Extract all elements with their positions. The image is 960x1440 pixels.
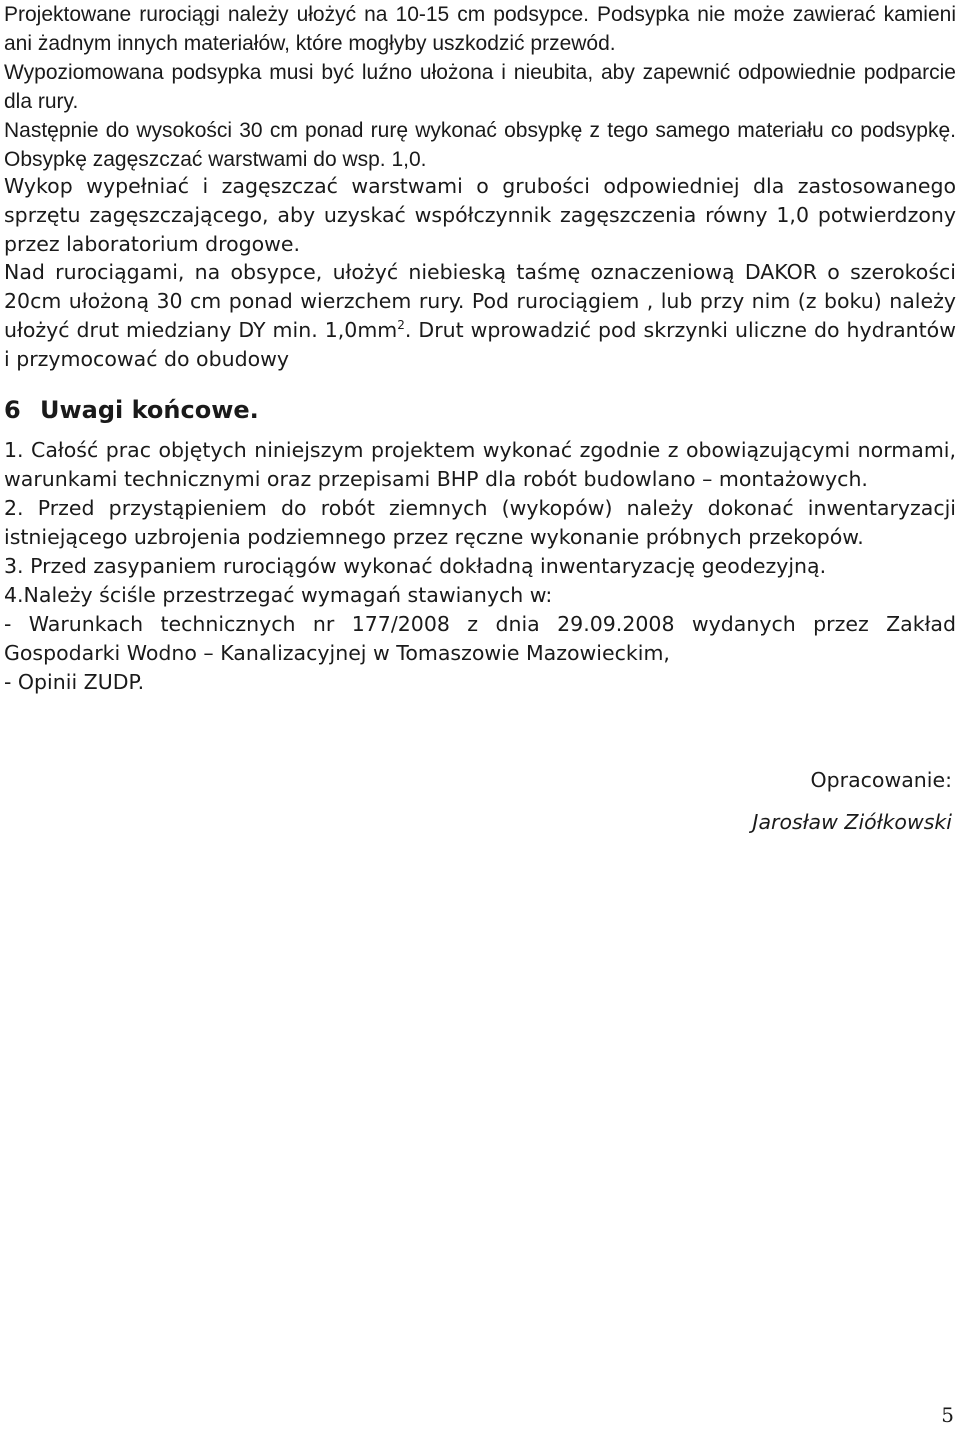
tape-wire-paragraph — [4, 258, 956, 374]
tape-wire-text: Nad rurociągami, na obsypce, ułożyć niebieską taśmę oznaczeniową DAKOR o szerokości 20cm ułożoną 30 cm ponad wierzchem rury. Pod rurociągiem , lub przy nim (z boku) należy ułożyć drut miedziany DY min. 1,0mm — [4, 260, 956, 342]
superscript-2: 2 — [397, 318, 405, 333]
remarks-list — [4, 436, 956, 697]
signature-label: Opracowanie: — [810, 768, 952, 792]
remark-item-3: 3. Przed zasypaniem rurociągów wykonać dokładną inwentaryzację geodezyjną. — [4, 554, 827, 578]
remark-item-2: 2. Przed przystąpieniem do robót ziemnych (wykopów) należy dokonać inwentaryzacji istniejącego uzbrojenia podziemnego przez ręczne wykonanie próbnych przekopów. — [4, 496, 956, 549]
signature-name: Jarosław Ziółkowski — [752, 810, 952, 834]
tape-wire-text-end: . Drut wprowadzić pod skrzynki uliczne do hydrantów i przymocować do obudowy — [4, 318, 956, 371]
intro-block — [4, 0, 956, 174]
remark-item-4: 4.Należy ściśle przestrzegać wymagań stawianych w: — [4, 583, 553, 607]
remark-subitem-1: - Warunkach technicznych nr 177/2008 z dnia 29.09.2008 wydanych przez Zakład Gospodarki Wodno – Kanalizacyjnej w Tomaszowie Mazowieckim, — [4, 612, 956, 665]
wykop-paragraph: Wykop wypełniać i zagęszczać warstwami o grubości odpowiedniej dla zastosowanego sprzętu zagęszczającego, aby uzyskać współczynnik zagęszczenia równy 1,0 potwierdzony przez laboratorium drogowe. — [4, 174, 956, 256]
intro-paragraph-3: Następnie do wysokości 30 cm ponad rurę wykonać obsypkę z tego samego materiału co podsypkę. Obsypkę zagęszczać warstwami do wsp. 1,0. — [4, 119, 956, 171]
remark-item-1: 1. Całość prac objętych niniejszym projektem wykonać zgodnie z obowiązującymi normami, warunkami technicznymi oraz przepisami BHP dla robót budowlano – montażowych. — [4, 438, 956, 491]
section-title-text: Uwagi końcowe. — [40, 396, 259, 424]
section-number: 6 — [4, 396, 21, 424]
page-number: 5 — [941, 1403, 954, 1427]
remark-subitem-2: - Opinii ZUDP. — [4, 670, 145, 694]
section-heading — [4, 396, 259, 424]
intro-paragraph-1: Projektowane rurociągi należy ułożyć na 10-15 cm podsypce. Podsypka nie może zawierać kamieni ani żadnym innych materiałów, które mogłyby uszkodzić przewód. — [4, 3, 956, 55]
intro-paragraph-2: Wypoziomowana podsypka musi być luźno ułożona i nieubita, aby zapewnić odpowiednie podparcie dla rury. — [4, 61, 956, 113]
